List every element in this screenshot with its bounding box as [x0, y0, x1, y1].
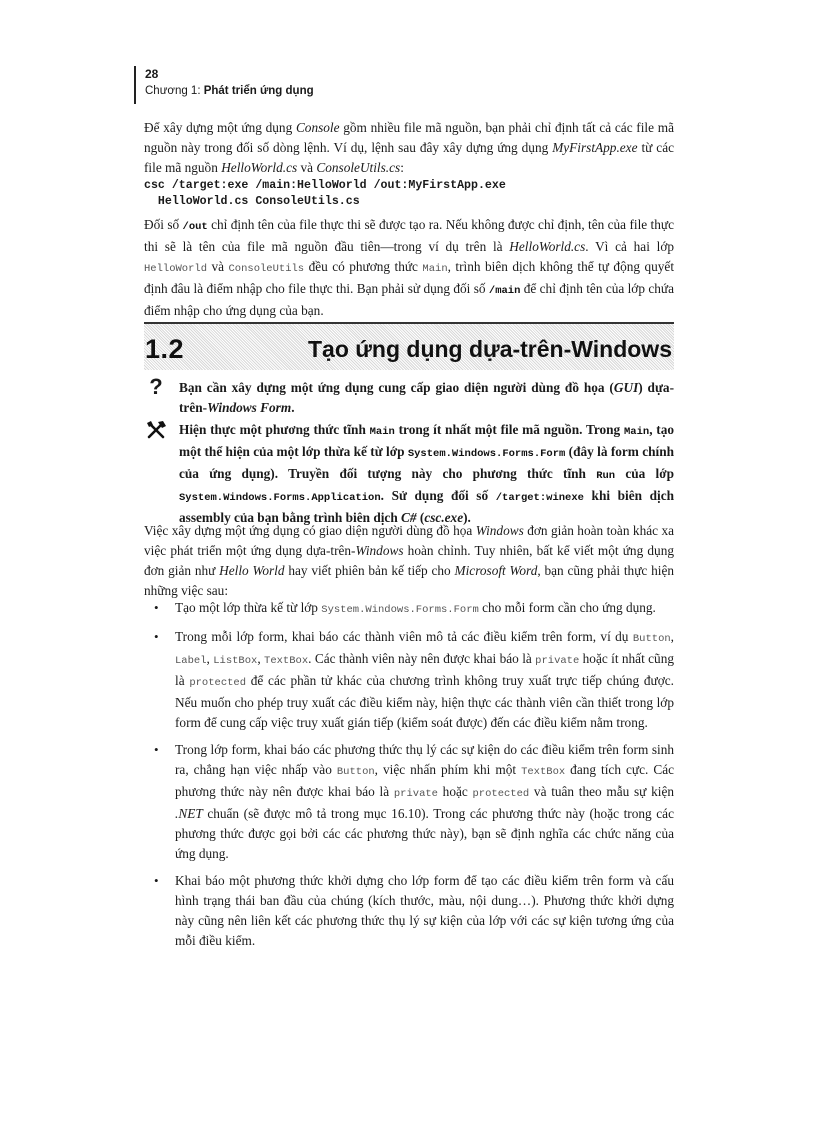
- text: . Sử dụng đối số: [380, 488, 496, 503]
- text: hoặc: [437, 784, 473, 799]
- text: từ các file mã nguồn: [144, 140, 674, 175]
- problem-text: [179, 378, 674, 418]
- inline-code: Main: [422, 263, 448, 275]
- list-item: [144, 598, 674, 620]
- text: , việc nhấn phím khi một: [374, 762, 522, 777]
- steps-list: [144, 598, 674, 958]
- inline-code: protected: [189, 677, 247, 689]
- inline-code: Main: [369, 426, 395, 438]
- text: . Vì cả hai lớp: [585, 239, 675, 254]
- bullet-icon: •: [154, 600, 159, 615]
- chapter-line: [145, 83, 314, 100]
- inline-code: private: [393, 788, 438, 800]
- question-icon: ?: [149, 374, 163, 399]
- page-number: 28: [145, 67, 159, 81]
- italic-term: Hello World: [219, 563, 285, 578]
- italic-term: HelloWorld.cs: [221, 160, 298, 175]
- text: và tuân theo mẫu sự kiện: [529, 784, 674, 799]
- inline-code: Run: [596, 470, 616, 482]
- text: gồm nhiều file mã nguồn, bạn phải chỉ định tất cả các file mã nguồn này trong đối số dòng lệnh. Ví dụ, lệnh sau đây xây dựng ứng dụng: [144, 120, 674, 155]
- paragraph-out-arg: [144, 215, 674, 321]
- italic-term: ConsoleUtils.cs: [316, 160, 401, 175]
- text: để các phần tử khác của chương trình không truy xuất trực tiếp chúng được. Nếu muốn cho phép truy xuất các điều kiểm này, hiện thực các thành viên cần thiết trong lớp form để cung cấp việc truy xuất gián tiếp (kiểm soát được) đến các điều kiểm nằm trong.: [175, 673, 675, 730]
- text: khi biên dịch assembly của bạn bằng trình biên dịch: [179, 488, 675, 525]
- italic-term: C#: [401, 510, 417, 525]
- text: .: [291, 400, 295, 415]
- italic-term: Windows: [475, 523, 524, 538]
- text: hoàn chỉnh. Tuy nhiên, bất kể viết một ứng dụng đơn giản như: [144, 543, 674, 578]
- solution-text: [179, 420, 674, 528]
- inline-code: System.Windows.Forms.Form: [407, 448, 566, 460]
- text: Khai báo một phương thức khởi dựng cho lớp form để tạo các điều kiểm trên form và cấu hình trạng thái ban đầu của chúng (kích thước, màu, nội dung…). Phương thức khởi dựng này cũng nên liên kết các phương thức thụ lý sự kiện của lớp với các sự kiện tương ứng của mỗi điều kiểm.: [175, 873, 674, 948]
- text: đơn giản hoàn toàn khác xa việc phát triển một ứng dụng dựa-trên-: [144, 523, 675, 558]
- list-item: [144, 627, 674, 733]
- section-number: 1.2: [145, 334, 185, 364]
- chapter-prefix: Chương 1:: [145, 85, 204, 97]
- inline-code: HelloWorld: [144, 263, 208, 275]
- inline-code: /target:winexe: [495, 492, 584, 504]
- italic-term: Console: [295, 120, 340, 135]
- text: Trong lớp form, khai báo các phương thức thụ lý các sự kiện do các điều kiểm trên form sinh ra, chẳng hạn việc nhấp vào: [175, 742, 674, 777]
- section-heading: [144, 322, 674, 370]
- inline-code: /main: [488, 285, 521, 297]
- text: Bạn cần xây dựng một ứng dụng cung cấp giao diện người dùng đồ họa (: [179, 380, 614, 395]
- italic-term: Windows: [355, 543, 404, 558]
- bullet-icon: •: [154, 742, 159, 757]
- text: ,: [206, 651, 214, 666]
- text: cho mỗi form cần cho ứng dụng.: [478, 600, 656, 615]
- inline-code: System.Windows.Forms.Form: [321, 604, 479, 616]
- tools-icon-graphic: [145, 420, 167, 440]
- solution-statement: [144, 420, 674, 528]
- text: ) dựa-trên-: [179, 380, 675, 415]
- text: , trình biên dịch không thể tự động quyết định đâu là điểm nhập cho file thực thi. Bạn phải sử dụng đối số: [144, 259, 675, 296]
- inline-code: /out: [182, 221, 208, 233]
- list-item: [144, 740, 674, 864]
- text: Tạo một lớp thừa kế từ lớp: [175, 600, 322, 615]
- section-title: Tạo ứng dụng dựa-trên-Windows: [307, 336, 672, 362]
- text: ,: [257, 651, 265, 666]
- text: chỉ định tên của file thực thi sẽ được tạo ra. Nếu không được chỉ định, tên của file thực thi sẽ là tên của file mã nguồn đầu tiên—trong ví dụ trên là: [144, 217, 674, 254]
- text: và: [297, 160, 317, 175]
- text: và: [207, 259, 229, 274]
- text: chuẩn (sẽ được mô tả trong mục 16.10). Trong các phương thức này (hoặc trong các phương thức được gọi bởi các các phương thức này), bạn sẽ định nghĩa các chức năng của ứng dụng.: [175, 806, 674, 861]
- text: hoặc ít nhất cũng là: [175, 651, 674, 688]
- italic-term: .NET: [175, 806, 203, 821]
- text: Trong mỗi lớp form, khai báo các thành viên mô tả các điều kiểm trên form, ví dụ: [175, 629, 633, 644]
- paragraph-overview: [144, 521, 674, 601]
- list-item: [144, 871, 674, 951]
- inline-code: System.Windows.Forms.Application: [179, 492, 381, 504]
- text: hay viết phiên bản kế tiếp cho: [284, 563, 455, 578]
- inline-code: Button: [632, 633, 671, 645]
- tools-icon: [144, 420, 168, 445]
- italic-term: MyFirstApp.exe: [552, 140, 638, 155]
- italic-term: HelloWorld.cs: [509, 239, 586, 254]
- italic-term: csc.exe: [424, 510, 464, 525]
- text: trong ít nhất một file mã nguồn. Trong: [394, 422, 624, 437]
- text: Để xây dựng một ứng dụng: [144, 120, 296, 135]
- bullet-icon: •: [154, 873, 159, 888]
- italic-term: Microsoft Word: [454, 563, 538, 578]
- italic-term: Windows Form: [207, 400, 292, 415]
- running-header: [134, 66, 314, 104]
- chapter-title: Phát triển ứng dụng: [203, 85, 314, 97]
- text: ).: [463, 510, 471, 525]
- italic-term: GUI: [613, 380, 639, 395]
- text: . Các thành viên này nên được khai báo là: [308, 651, 536, 666]
- inline-code: TextBox: [264, 655, 309, 667]
- text: đều có phương thức: [304, 259, 423, 274]
- inline-code: private: [535, 655, 580, 667]
- inline-code: ListBox: [213, 655, 258, 667]
- text: Việc xây dựng một ứng dụng có giao diện người dùng đồ họa: [144, 523, 476, 538]
- text: Hiện thực một phương thức tĩnh: [179, 422, 370, 437]
- paragraph-intro: [144, 118, 674, 178]
- text: của lớp: [615, 466, 674, 481]
- inline-code: TextBox: [521, 766, 566, 778]
- inline-code: Button: [336, 766, 375, 778]
- inline-code: protected: [472, 788, 530, 800]
- code-block: csc /target:exe /main:HelloWorld /out:MyFirstApp.exe HelloWorld.cs ConsoleUtils.cs: [144, 179, 506, 208]
- inline-code: Label: [175, 655, 207, 667]
- text: , tạo một thể hiện của một lớp thừa kế từ lớp: [179, 422, 675, 459]
- text: :: [400, 160, 404, 175]
- text: ,: [670, 629, 674, 644]
- text: Đối số: [144, 217, 183, 232]
- text: đang tích cực. Các phương thức này nên được khai báo là: [175, 762, 675, 799]
- inline-code: ConsoleUtils: [228, 263, 305, 275]
- problem-statement: [144, 374, 675, 418]
- text: để chỉ định tên của lớp chứa điểm nhập cho ứng dụng của bạn.: [144, 281, 674, 318]
- text: (đây là form chính của ứng dụng). Truyền đối tượng này cho phương thức tĩnh: [179, 444, 674, 481]
- bullet-icon: •: [154, 629, 159, 644]
- text: (: [416, 510, 425, 525]
- inline-code: Main: [623, 426, 650, 438]
- text: , bạn cũng phải thực hiện những việc sau:: [144, 563, 674, 598]
